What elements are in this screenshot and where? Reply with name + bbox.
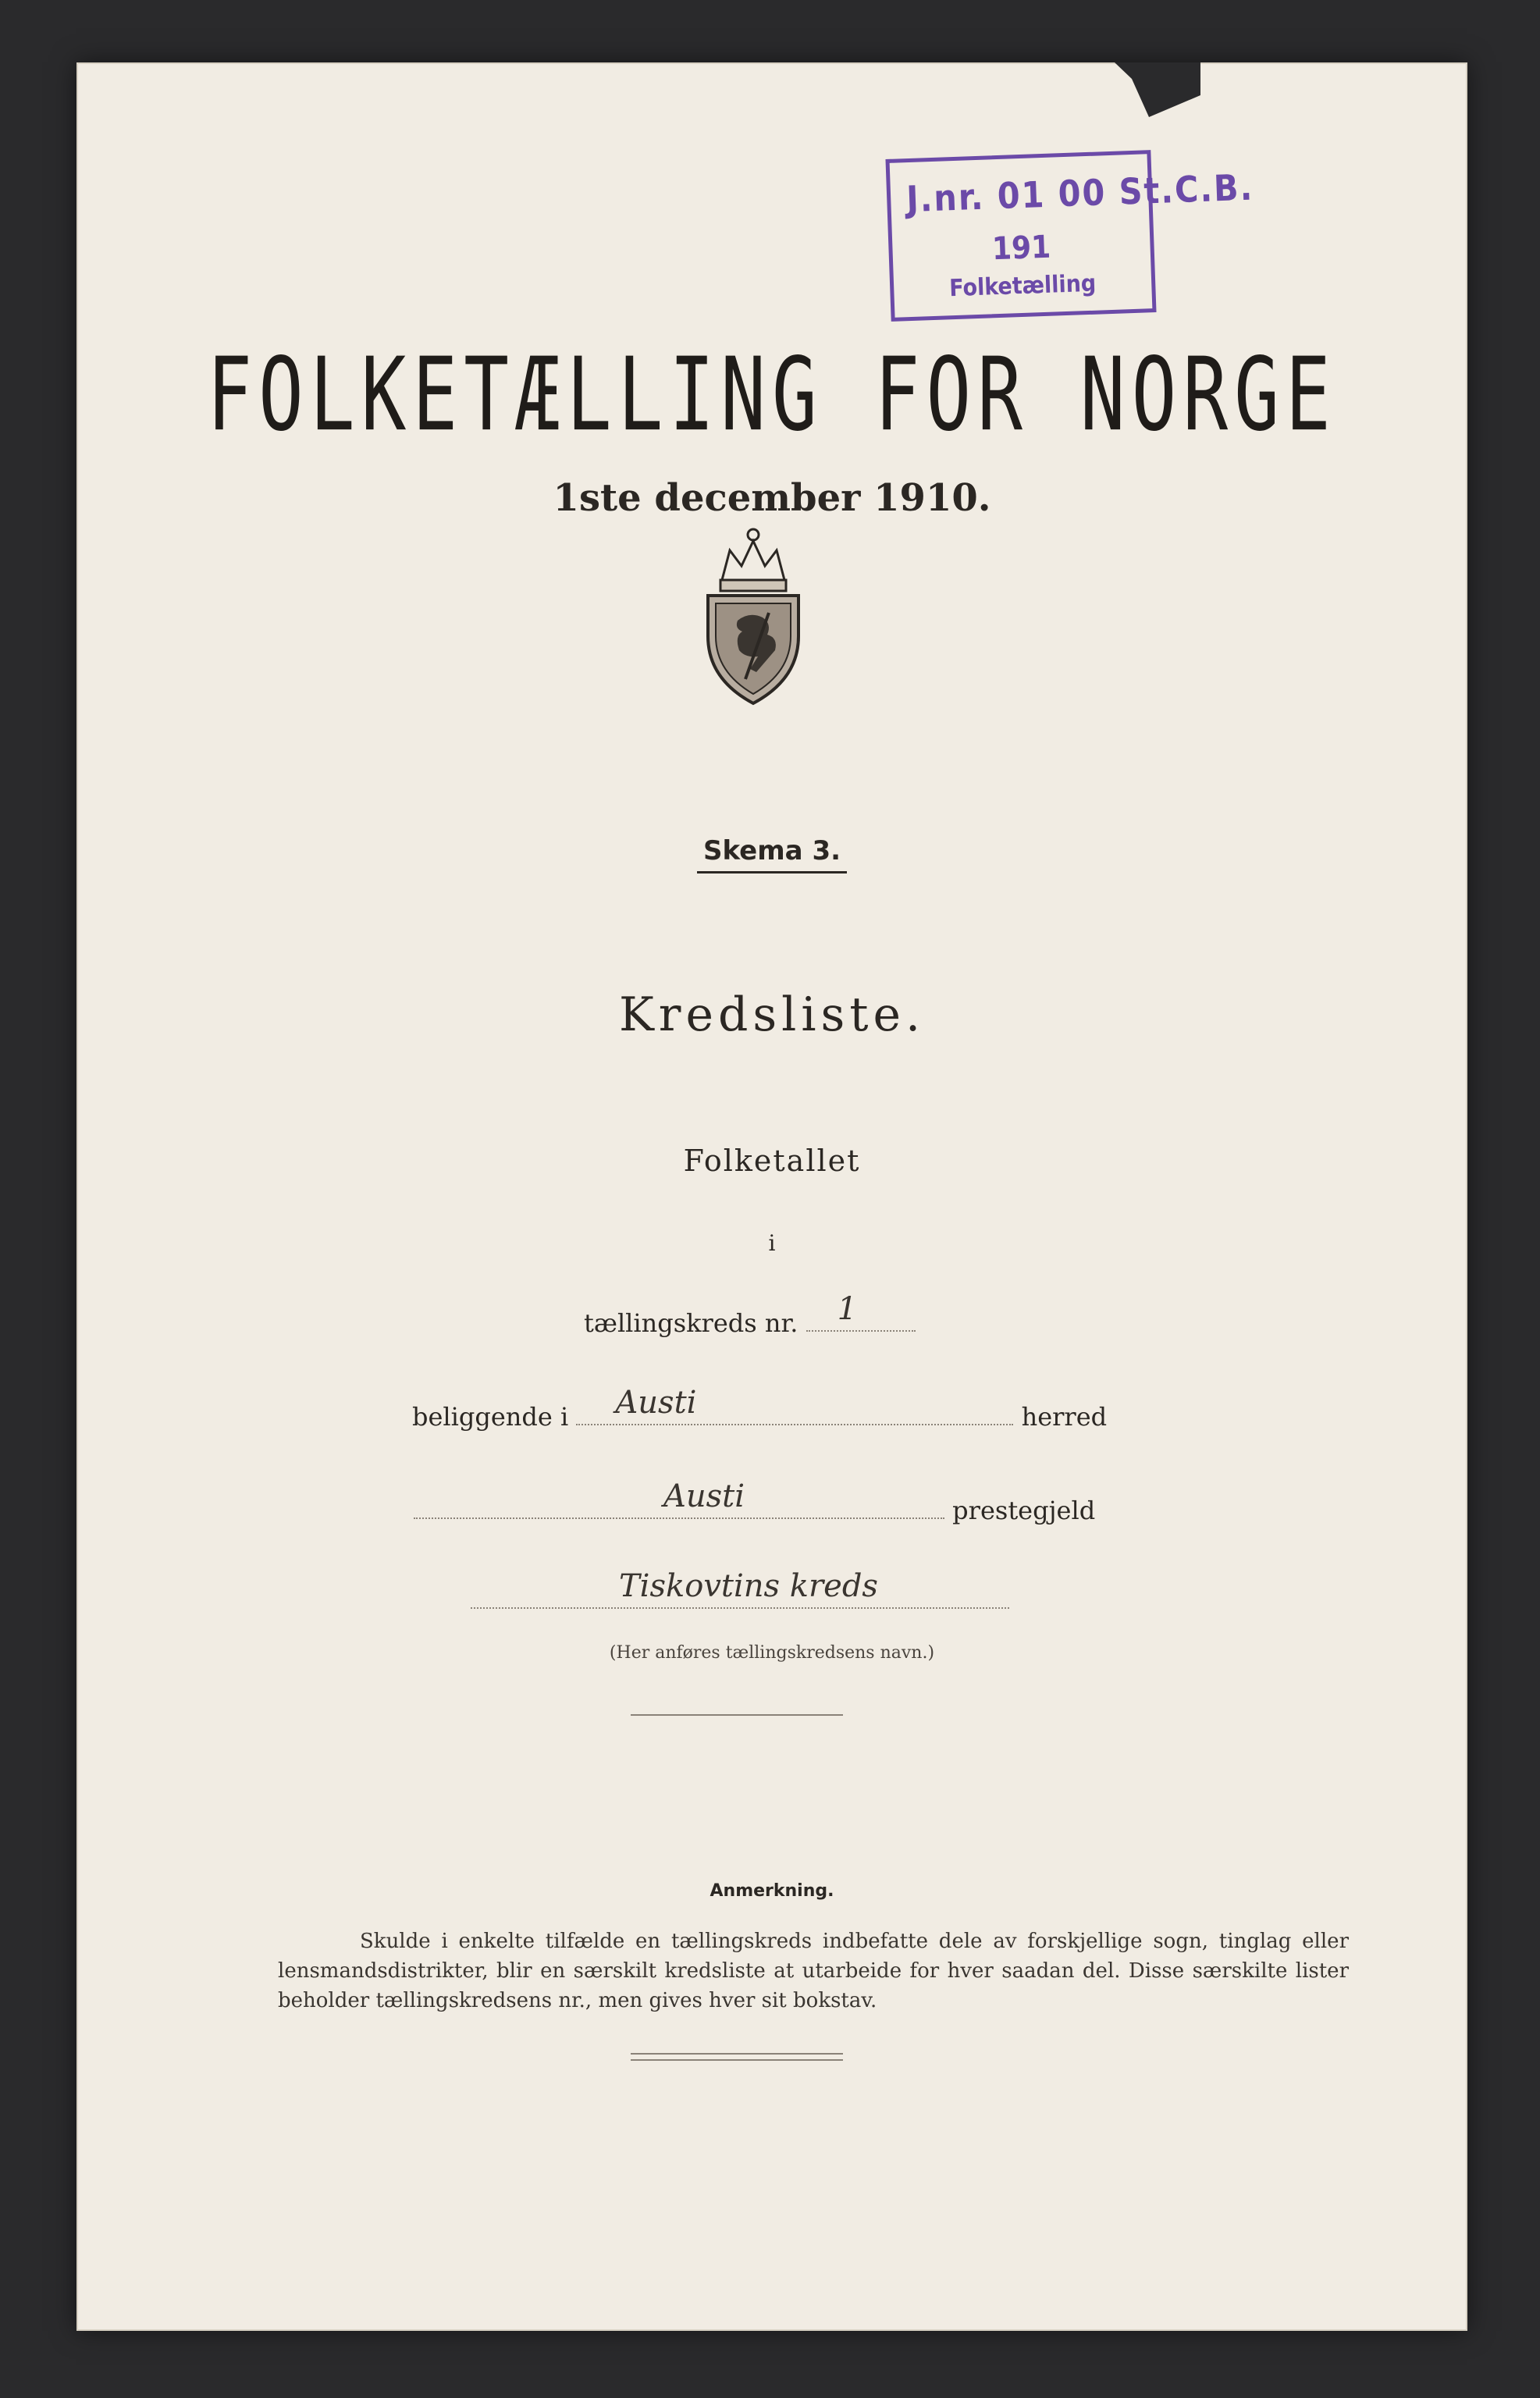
kreds-number-field[interactable] xyxy=(806,1291,916,1332)
form-heading: Kredsliste. xyxy=(618,987,926,1042)
prestegjeld-field[interactable] xyxy=(414,1478,944,1519)
kreds-name-row xyxy=(471,1568,1009,1615)
kreds-name-field[interactable] xyxy=(471,1568,1009,1609)
kreds-number-value: 1 xyxy=(837,1291,858,1327)
census-date: 1ste december 1910. xyxy=(553,476,991,520)
census-form-page xyxy=(76,62,1467,2331)
herred-field[interactable] xyxy=(576,1385,1013,1425)
herred-value: Austi xyxy=(615,1385,697,1421)
divider-line xyxy=(631,1714,843,1716)
kreds-number-label: tællingskreds nr. xyxy=(584,1308,798,1338)
prestegjeld-label: prestegjeld xyxy=(952,1496,1096,1525)
bottom-double-rule xyxy=(631,2053,843,2061)
note-text: Skulde i enkelte tilfælde en tællingskreds indbefatte dele av forskjellige sogn, tinglag eller lensmandsdistrikter, blir en særskilt kredsliste at utarbeide for hver saadan del. Disse særskilte lister beholder tællingskredsens nr., men gives hver sit bokstav. xyxy=(278,1930,1349,2012)
kreds-number-row xyxy=(584,1291,916,1338)
kreds-name-value: Tiskovtins kreds xyxy=(619,1568,878,1604)
kreds-name-caption: (Her anføres tællingskredsens navn.) xyxy=(609,1643,935,1663)
prestegjeld-value: Austi xyxy=(663,1478,745,1514)
folketallet-label: Folketallet xyxy=(683,1144,861,1178)
norway-coat-of-arms-icon xyxy=(691,519,816,706)
torn-corner xyxy=(1115,62,1200,117)
page-title: FOLKETÆLLING FOR NORGE xyxy=(207,336,1337,454)
herred-row xyxy=(412,1385,1108,1432)
receipt-stamp xyxy=(885,150,1255,322)
prestegjeld-row xyxy=(414,1478,1096,1525)
beliggende-label: beliggende i xyxy=(412,1402,569,1432)
stamp-journal-number: J.nr. 01 00 St.C.B. xyxy=(905,165,1255,221)
stamp-label: Folketælling xyxy=(948,269,1097,303)
schema-label: Skema 3. xyxy=(76,835,1467,866)
note-heading: Anmerkning. xyxy=(710,1881,834,1901)
herred-label: herred xyxy=(1021,1402,1108,1432)
stamp-year: 191 xyxy=(991,229,1051,268)
preposition-i: i xyxy=(768,1230,776,1256)
